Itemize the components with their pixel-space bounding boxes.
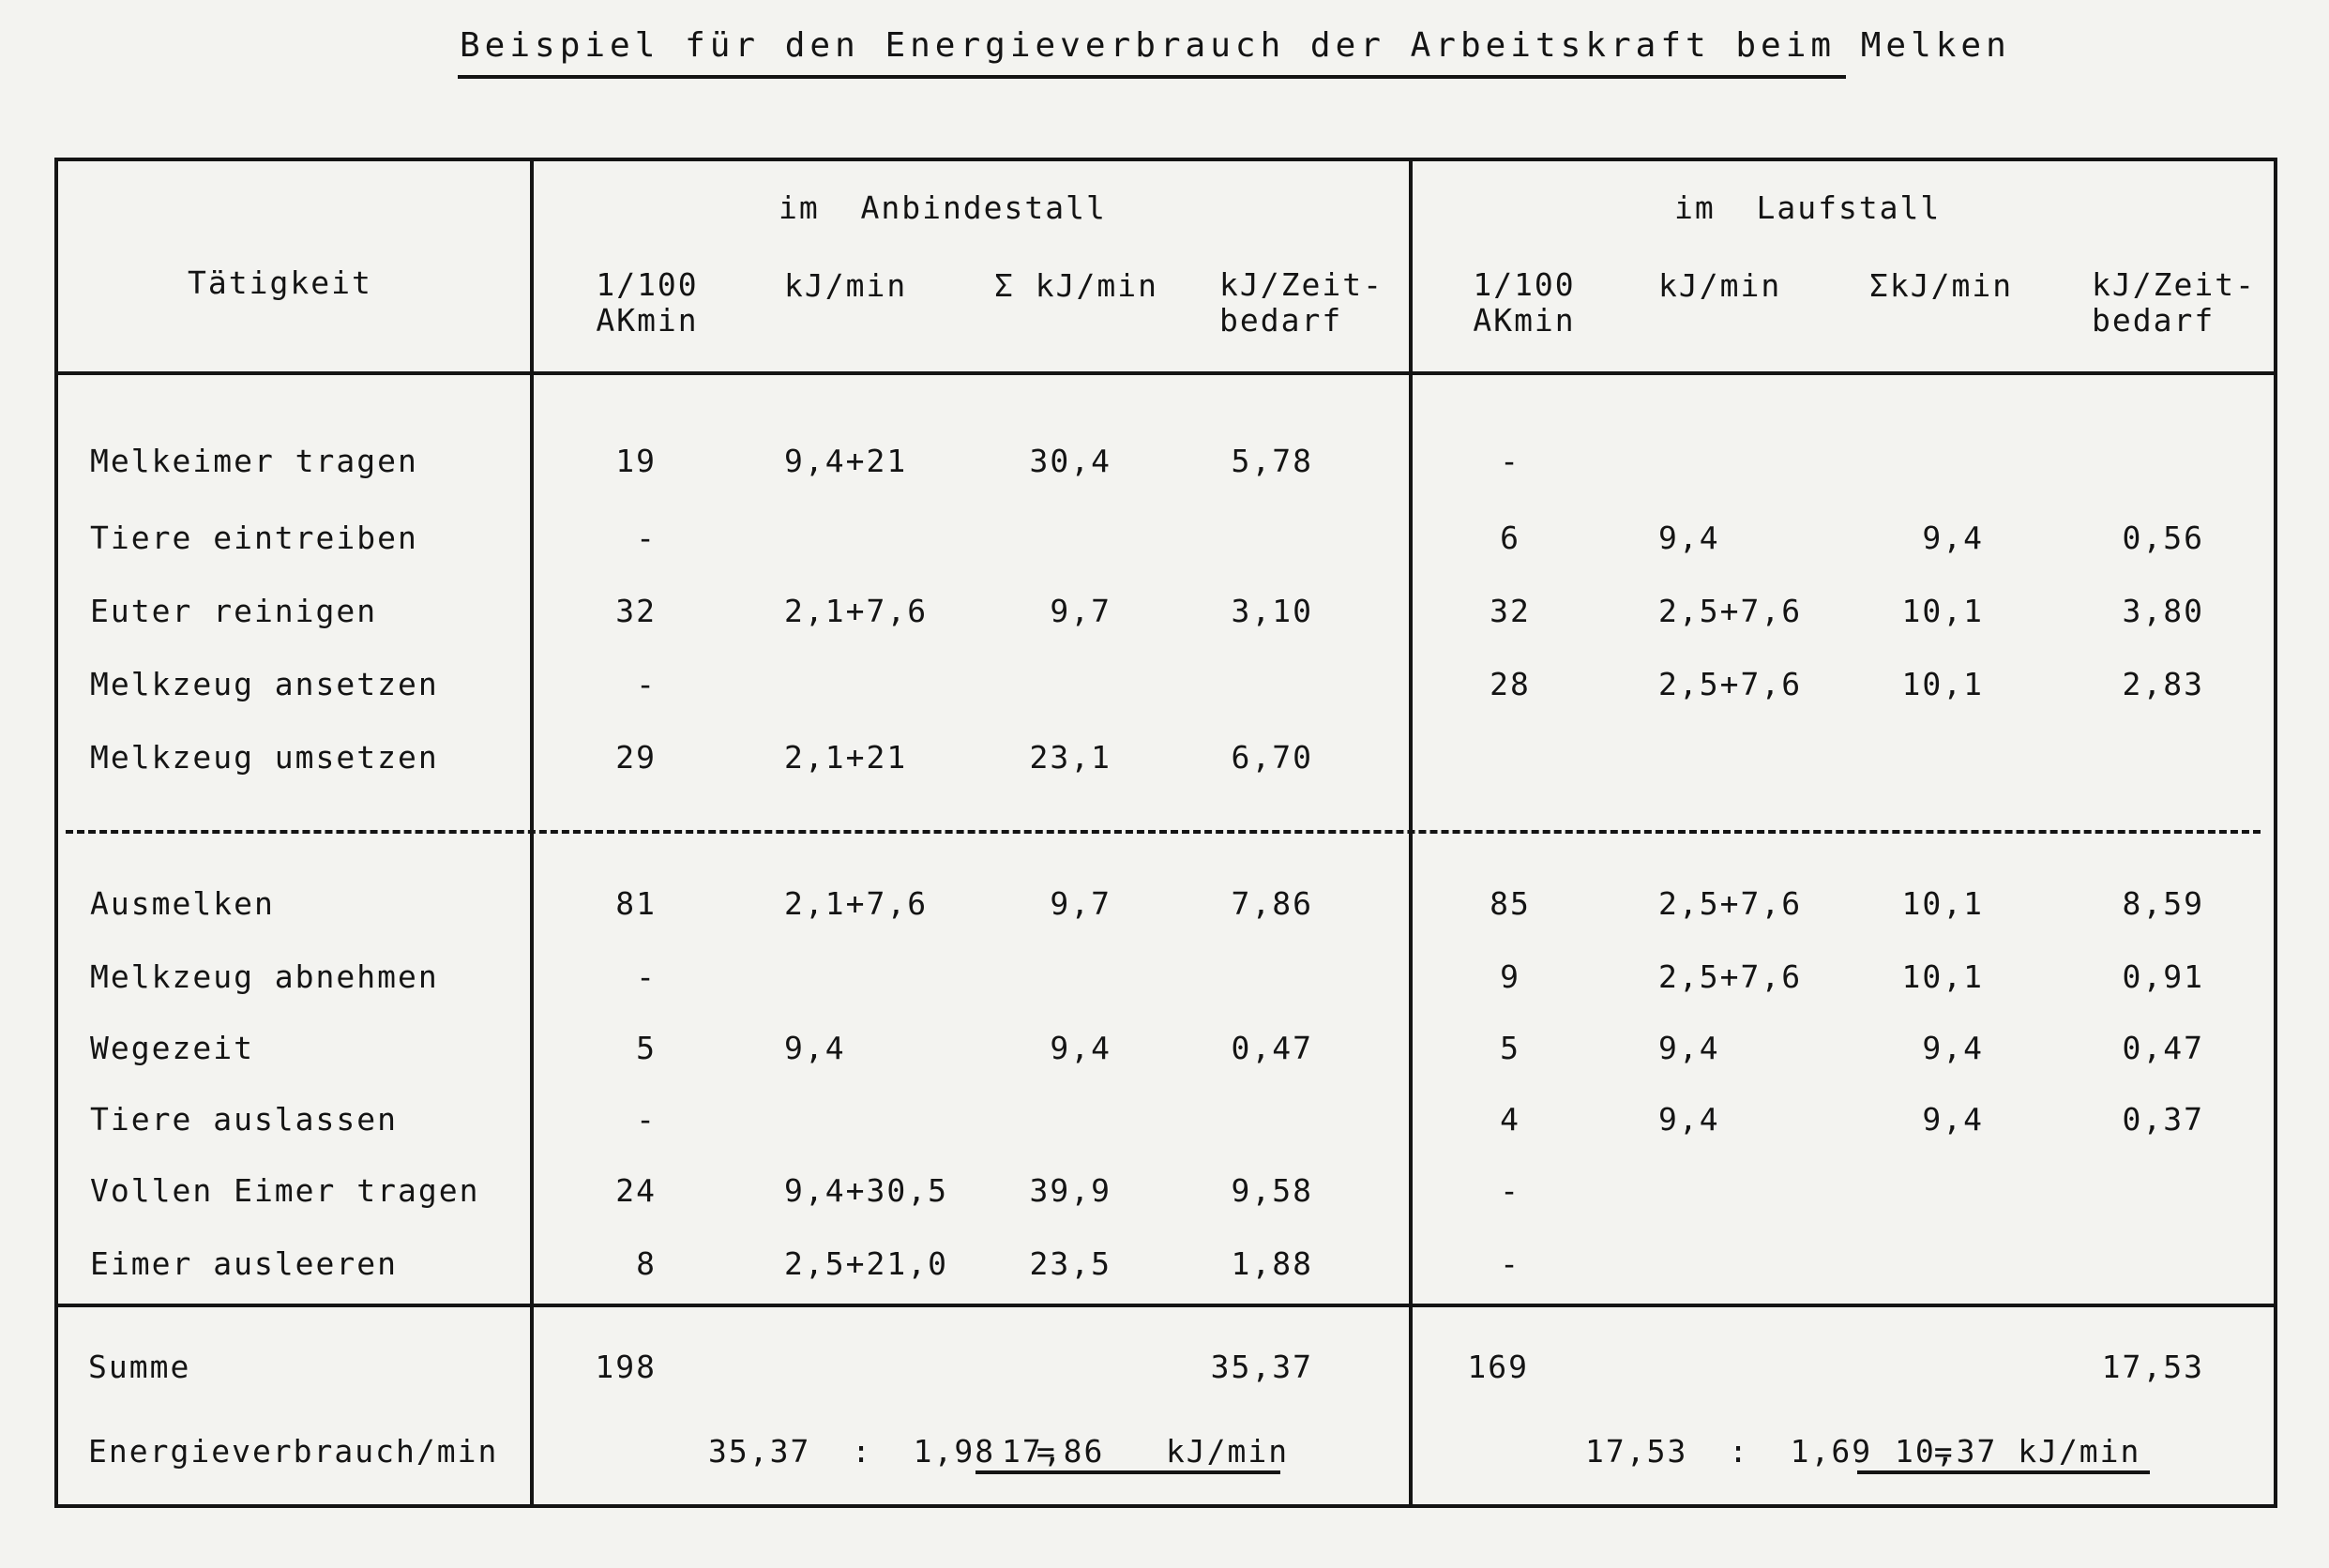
cell-b-0: - (1500, 1172, 1520, 1209)
cell-b-1: 2,5+7,6 (1658, 958, 1803, 995)
cell-b-3: 0,37 (2122, 1101, 2204, 1138)
cell-b-0: 32 (1490, 593, 1531, 629)
cell-a-0: - (636, 520, 657, 556)
header-b-akmin: 1/100 AKmin (1473, 266, 1576, 339)
header-bottom-line (54, 371, 2277, 375)
header-b-zeit: kJ/Zeit- bedarf (2092, 266, 2256, 339)
header-a-akmin: 1/100 AKmin (596, 266, 699, 339)
cell-a-1: 2,5+21,0 (784, 1245, 948, 1282)
header-a-sum: Σ kJ/min (994, 267, 1158, 304)
row-label: Melkzeug abnehmen (90, 958, 439, 995)
cell-b-0: - (1500, 443, 1520, 479)
title-underline (458, 75, 1846, 79)
sum-a-akmin: 198 (595, 1349, 657, 1385)
cell-b-3: 0,56 (2122, 520, 2204, 556)
cell-a-0: 8 (636, 1245, 657, 1282)
cell-a-2: 23,1 (1029, 739, 1112, 776)
cell-b-1: 2,5+7,6 (1658, 593, 1803, 629)
row-label: Ausmelken (90, 885, 275, 922)
cell-b-0: - (1500, 1245, 1520, 1282)
cell-a-1: 9,4 (784, 1030, 846, 1066)
cell-b-2: 10,1 (1901, 958, 1984, 995)
cell-b-3: 0,91 (2122, 958, 2204, 995)
row-label: Melkeimer tragen (90, 443, 418, 479)
row-label: Melkzeug umsetzen (90, 739, 439, 776)
header-b-sum: ΣkJ/min (1869, 267, 2014, 304)
cell-b-3: 2,83 (2122, 666, 2204, 702)
cell-a-1: 2,1+21 (784, 739, 908, 776)
cell-a-3: 0,47 (1231, 1030, 1313, 1066)
cell-a-3: 3,10 (1231, 593, 1313, 629)
energy-calc-b: 17,53 : 1,69 = (1585, 1433, 1955, 1470)
cell-b-0: 5 (1500, 1030, 1520, 1066)
col-divider-groups-summary (1409, 1306, 1413, 1508)
header-b-kjmin: kJ/min (1658, 267, 1782, 304)
document-title: Beispiel für den Energieverbrauch der Arbeitskraft beim Melken (460, 26, 2011, 65)
header-a-zeit: kJ/Zeit- bedarf (1219, 266, 1384, 339)
cell-a-2: 9,7 (1050, 885, 1112, 922)
cell-a-1: 2,1+7,6 (784, 885, 929, 922)
cell-b-0: 9 (1500, 958, 1520, 995)
cell-a-1: 2,1+7,6 (784, 593, 929, 629)
cell-b-1: 9,4 (1658, 1030, 1720, 1066)
cell-a-0: - (636, 666, 657, 702)
cell-b-2: 10,1 (1901, 666, 1984, 702)
header-group-anbindestall: im Anbindestall (779, 189, 1107, 226)
cell-a-1: 9,4+30,5 (784, 1172, 948, 1209)
result-a-underline (975, 1470, 1280, 1474)
cell-a-2: 9,4 (1050, 1030, 1112, 1066)
cell-a-0: 19 (615, 443, 657, 479)
cell-b-1: 2,5+7,6 (1658, 666, 1803, 702)
sum-a-kj: 35,37 (1210, 1349, 1313, 1385)
col-divider-groups (1409, 158, 1413, 1306)
cell-b-2: 9,4 (1922, 1101, 1984, 1138)
cell-a-2: 9,7 (1050, 593, 1112, 629)
cell-b-0: 4 (1500, 1101, 1520, 1138)
row-label: Eimer ausleeren (90, 1245, 399, 1282)
row-label: Tiere eintreiben (90, 520, 418, 556)
energy-result-a: 17,86 kJ/min (1002, 1433, 1290, 1470)
sum-b-akmin: 169 (1467, 1349, 1529, 1385)
header-activity: Tätigkeit (188, 264, 372, 301)
row-label: Wegezeit (90, 1030, 254, 1066)
cell-b-0: 28 (1490, 666, 1531, 702)
result-b-underline (1857, 1470, 2150, 1474)
row-label: Vollen Eimer tragen (90, 1172, 480, 1209)
cell-a-3: 5,78 (1231, 443, 1313, 479)
summary-top-line (54, 1304, 2277, 1307)
cell-a-0: 81 (615, 885, 657, 922)
cell-b-1: 2,5+7,6 (1658, 885, 1803, 922)
cell-b-0: 6 (1500, 520, 1520, 556)
header-group-laufstall: im Laufstall (1674, 189, 1942, 226)
cell-b-3: 0,47 (2122, 1030, 2204, 1066)
cell-b-2: 10,1 (1901, 593, 1984, 629)
cell-b-3: 8,59 (2122, 885, 2204, 922)
cell-a-0: - (636, 958, 657, 995)
sum-label: Summe (88, 1349, 191, 1385)
header-a-kjmin: kJ/min (784, 267, 908, 304)
row-label: Euter reinigen (90, 593, 378, 629)
cell-a-3: 9,58 (1231, 1172, 1313, 1209)
cell-b-2: 10,1 (1901, 885, 1984, 922)
energy-result-b: 10,37 kJ/min (1895, 1433, 2141, 1470)
cell-a-1: 9,4+21 (784, 443, 908, 479)
cell-b-2: 9,4 (1922, 520, 1984, 556)
row-label: Tiere auslassen (90, 1101, 399, 1138)
cell-b-1: 9,4 (1658, 1101, 1720, 1138)
cell-a-2: 39,9 (1029, 1172, 1112, 1209)
energy-calc-a: 35,37 : 1,98 = (708, 1433, 1057, 1470)
cell-a-3: 7,86 (1231, 885, 1313, 922)
cell-a-0: 24 (615, 1172, 657, 1209)
cell-b-3: 3,80 (2122, 593, 2204, 629)
cell-a-2: 23,5 (1029, 1245, 1112, 1282)
cell-a-0: 5 (636, 1030, 657, 1066)
cell-a-0: - (636, 1101, 657, 1138)
sum-b-kj: 17,53 (2101, 1349, 2204, 1385)
cell-b-1: 9,4 (1658, 520, 1720, 556)
energy-label: Energieverbrauch/min (88, 1433, 499, 1470)
cell-a-0: 32 (615, 593, 657, 629)
cell-a-0: 29 (615, 739, 657, 776)
cell-a-2: 30,4 (1029, 443, 1112, 479)
section-dashed-divider (66, 830, 2261, 834)
cell-a-3: 6,70 (1231, 739, 1313, 776)
row-label: Melkzeug ansetzen (90, 666, 439, 702)
cell-b-0: 85 (1490, 885, 1531, 922)
cell-b-2: 9,4 (1922, 1030, 1984, 1066)
cell-a-3: 1,88 (1231, 1245, 1313, 1282)
